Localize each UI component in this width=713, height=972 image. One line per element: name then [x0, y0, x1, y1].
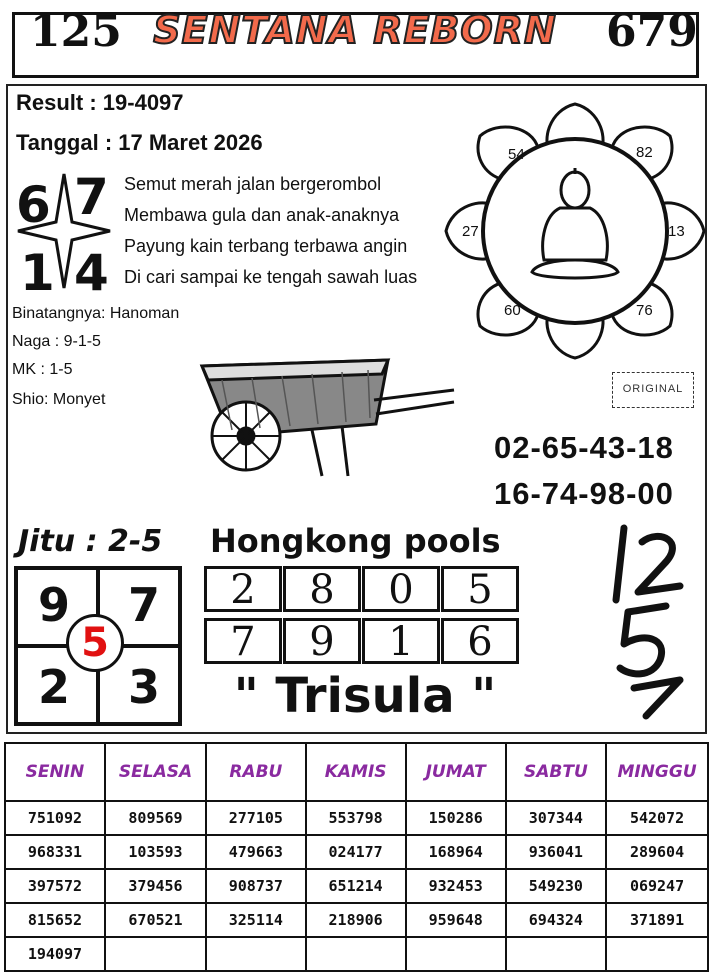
- jitu-center-number: 5: [66, 614, 124, 672]
- day-header-sabtu: SABTU: [506, 743, 606, 801]
- jitu-cell-bottom-right: 3: [127, 660, 160, 714]
- table-cell: 277105: [206, 801, 305, 835]
- table-cell: 670521: [105, 903, 206, 937]
- table-row: [5, 835, 708, 869]
- table-row: [5, 869, 708, 903]
- poem-line-2: Membawa gula dan anak-anaknya: [124, 205, 400, 225]
- table-cell: 959648: [406, 903, 506, 937]
- detail-mk: MK : 1-5: [12, 361, 73, 378]
- day-header-minggu: MINGGU: [606, 743, 708, 801]
- table-cell: 751092: [5, 801, 105, 835]
- star-number-bottom-right: 4: [74, 244, 109, 302]
- table-cell: 069247: [606, 869, 708, 903]
- table-cell: 371891: [606, 903, 708, 937]
- lotus-number-right: 13: [668, 223, 685, 240]
- poem-line-1: Semut merah jalan bergerombol: [124, 174, 382, 194]
- header-right-number: 679: [606, 6, 698, 57]
- table-cell: 809569: [105, 801, 206, 835]
- table-cell: 553798: [306, 801, 406, 835]
- hk-row2-cell: 9: [283, 618, 361, 664]
- original-stamp: ORIGINAL: [612, 372, 694, 408]
- header-left-number: 125: [30, 6, 122, 57]
- number-line-1: 02-65-43-18: [494, 430, 674, 465]
- lotus-number-bottom-left: 60: [504, 302, 521, 319]
- table-cell: 651214: [306, 869, 406, 903]
- table-cell: [206, 937, 305, 971]
- table-row: [5, 903, 708, 937]
- date-line: Tanggal : 17 Maret 2026: [16, 130, 263, 155]
- table-cell: 307344: [506, 801, 606, 835]
- table-row: [5, 937, 708, 971]
- day-header-kamis: KAMIS: [306, 743, 406, 801]
- table-cell: 325114: [206, 903, 305, 937]
- table-cell: 815652: [5, 903, 105, 937]
- hk-row2-cell: 7: [204, 618, 282, 664]
- poem-line-3: Payung kain terbang terbawa angin: [124, 236, 408, 256]
- table-row: [5, 801, 708, 835]
- jitu-cell-bottom-left: 2: [37, 660, 70, 714]
- table-cell: [506, 937, 606, 971]
- table-cell: 936041: [506, 835, 606, 869]
- table-cell: 103593: [105, 835, 206, 869]
- table-cell: 908737: [206, 869, 305, 903]
- weekly-results-table: [4, 742, 709, 972]
- table-cell: 168964: [406, 835, 506, 869]
- header-title: SENTANA REBORN: [153, 8, 557, 52]
- detail-naga: Naga : 9-1-5: [12, 333, 101, 350]
- day-header-rabu: RABU: [206, 743, 305, 801]
- hk-row1-cell: 8: [283, 566, 361, 612]
- table-cell: 968331: [5, 835, 105, 869]
- day-header-senin: SENIN: [5, 743, 105, 801]
- jitu-cell-top-right: 7: [127, 578, 160, 632]
- star-number-top-right: 7: [74, 168, 109, 226]
- table-cell: 479663: [206, 835, 305, 869]
- table-cell: 542072: [606, 801, 708, 835]
- table-header-row: [5, 743, 708, 801]
- hk-row1-cell: 0: [362, 566, 440, 612]
- table-cell: 549230: [506, 869, 606, 903]
- jitu-label: Jitu : 2-5: [18, 524, 163, 559]
- lotus-number-bottom-right: 76: [636, 302, 653, 319]
- table-cell: 024177: [306, 835, 406, 869]
- hk-row1-cell: 2: [204, 566, 282, 612]
- table-cell: 194097: [5, 937, 105, 971]
- table-cell: 218906: [306, 903, 406, 937]
- table-cell: 379456: [105, 869, 206, 903]
- lotus-number-top-left: 54: [508, 146, 525, 163]
- hongkong-title: Hongkong pools: [210, 522, 501, 560]
- lotus-number-top-right: 82: [636, 144, 653, 161]
- table-cell: 289604: [606, 835, 708, 869]
- table-cell: [306, 937, 406, 971]
- table-cell: [406, 937, 506, 971]
- day-header-selasa: SELASA: [105, 743, 206, 801]
- hk-row1-cell: 5: [441, 566, 519, 612]
- result-line: Result : 19-4097: [16, 90, 184, 115]
- detail-shio: Shio: Monyet: [12, 391, 106, 408]
- star-number-bottom-left: 1: [20, 244, 55, 302]
- hk-row2-cell: 6: [441, 618, 519, 664]
- wheelbarrow-icon: [192, 340, 462, 490]
- table-cell: [105, 937, 206, 971]
- poem-line-4: Di cari sampai ke tengah sawah luas: [124, 267, 418, 287]
- trisula-label: " Trisula ": [233, 668, 497, 724]
- table-cell: 397572: [5, 869, 105, 903]
- detail-binatang: Binatangnya: Hanoman: [12, 305, 180, 322]
- table-cell: 932453: [406, 869, 506, 903]
- hk-row2-cell: 1: [362, 618, 440, 664]
- handwritten-numbers-signature: [594, 520, 694, 720]
- table-cell: 150286: [406, 801, 506, 835]
- jitu-cell-top-left: 9: [37, 578, 70, 632]
- table-cell: [606, 937, 708, 971]
- day-header-jumat: JUMAT: [406, 743, 506, 801]
- table-cell: 694324: [506, 903, 606, 937]
- number-line-2: 16-74-98-00: [494, 476, 674, 511]
- star-number-top-left: 6: [16, 176, 51, 234]
- lotus-number-left: 27: [462, 223, 479, 240]
